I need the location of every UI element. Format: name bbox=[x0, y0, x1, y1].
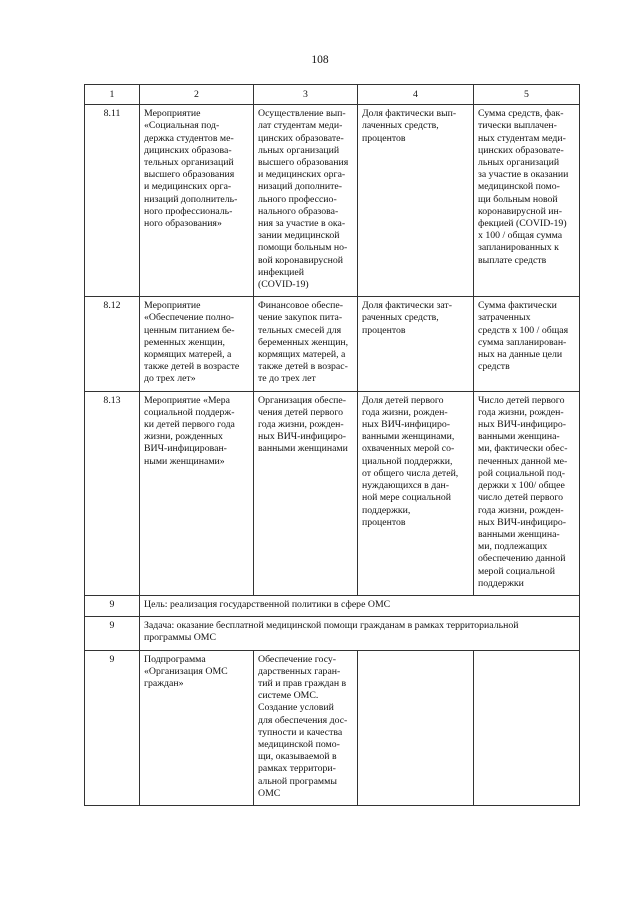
indicator-name: Доля детей первого года жизни, рожден- ных ВИЧ-инфициро- ванными женщинами, охваченных мерой со- циальной поддержки, от общего числа детей, нуждающихся в дан- ной мере социальной поддержки, процентов bbox=[358, 391, 474, 595]
indicator-name: Доля фактически вып- лаченных средств, процентов bbox=[358, 105, 474, 297]
calculation-method bbox=[474, 650, 580, 805]
column-header: 2 bbox=[140, 85, 254, 105]
row-number: 8.12 bbox=[85, 297, 140, 391]
measure-content: Организация обеспе- чения детей первого года жизни, рожден- ных ВИЧ-инфициро- ванными женщинами bbox=[254, 391, 358, 595]
indicator-name bbox=[358, 650, 474, 805]
row-number: 9 bbox=[85, 617, 140, 650]
subprogram-content: Обеспечение госу- дарственных гаран- тий и прав граждан в системе ОМС. Создание условий для обеспечения дос- тупности и качества медицинской помо- щи, оказываемой в рамках территори- альной программы ОМС bbox=[254, 650, 358, 805]
measures-table bbox=[84, 84, 580, 806]
column-header: 4 bbox=[358, 85, 474, 105]
measure-name: Мероприятие «Мера социальной поддерж- ки детей первого года жизни, рожденных ВИЧ-инфицирован- ными женщинами» bbox=[140, 391, 254, 595]
calculation-method: Сумма фактически затраченных средств х 100 / общая сумма запланирован- ных на данные цели средств bbox=[474, 297, 580, 391]
task-row bbox=[85, 617, 580, 650]
column-header: 3 bbox=[254, 85, 358, 105]
measure-name: Мероприятие «Обеспечение полно- ценным питанием бе- ременных женщин, кормящих матерей, а также детей в возрасте до трех лет» bbox=[140, 297, 254, 391]
table-row bbox=[85, 650, 580, 805]
goal-text: Цель: реализация государственной политики в сфере ОМС bbox=[140, 595, 580, 616]
goal-row bbox=[85, 595, 580, 616]
table-row bbox=[85, 391, 580, 595]
calculation-method: Число детей первого года жизни, рожден- ных ВИЧ-инфициро- ванными женщина- ми, фактически обес- печенных данной ме- рой социальной под- держки х 100/ общее число детей первого года жизни, рожден- ных ВИЧ-инфициро- ванными женщина- ми, подлежащих обеспечению данной мерой социальной поддержки bbox=[474, 391, 580, 595]
page-number: 108 bbox=[311, 54, 329, 66]
table-header-row bbox=[85, 85, 580, 105]
indicator-name: Доля фактически зат- раченных средств, процентов bbox=[358, 297, 474, 391]
column-header: 1 bbox=[85, 85, 140, 105]
row-number: 8.11 bbox=[85, 105, 140, 297]
table-row bbox=[85, 105, 580, 297]
column-header: 5 bbox=[474, 85, 580, 105]
measure-content: Финансовое обеспе- чение закупок пита- тельных смесей для беременных женщин, кормящих матерей, а также детей в возрас- те до трех лет bbox=[254, 297, 358, 391]
row-number: 8.13 bbox=[85, 391, 140, 595]
calculation-method: Сумма средств, фак- тически выплачен- ных студентам меди- цинских образовате- льных организаций за участие в оказании медицинской помо- щи больным новой коронавирусной ин- фекцией (COVID-19) х 100 / общая сумма запланированных к выплате средств bbox=[474, 105, 580, 297]
row-number: 9 bbox=[85, 650, 140, 805]
measure-content: Осуществление вып- лат студентам меди- цинских образовате- льных организаций высшего образования и медицинских орга- низаций дополните- льного профессио- нального образова- ния за участие в ока- зании медицинской помощи больным но- вой коронавирусной инфекцией (COVID-19) bbox=[254, 105, 358, 297]
table-row bbox=[85, 297, 580, 391]
row-number: 9 bbox=[85, 595, 140, 616]
subprogram-name: Подпрограмма «Организация ОМС граждан» bbox=[140, 650, 254, 805]
measure-name: Мероприятие «Социальная под- держка студентов ме- дицинских образова- тельных организаций высшего образования и медицинских орга- низаций дополнитель- ного профессиональ- ного образования» bbox=[140, 105, 254, 297]
task-text: Задача: оказание бесплатной медицинской помощи гражданам в рамках территориальной программы ОМС bbox=[140, 617, 580, 650]
